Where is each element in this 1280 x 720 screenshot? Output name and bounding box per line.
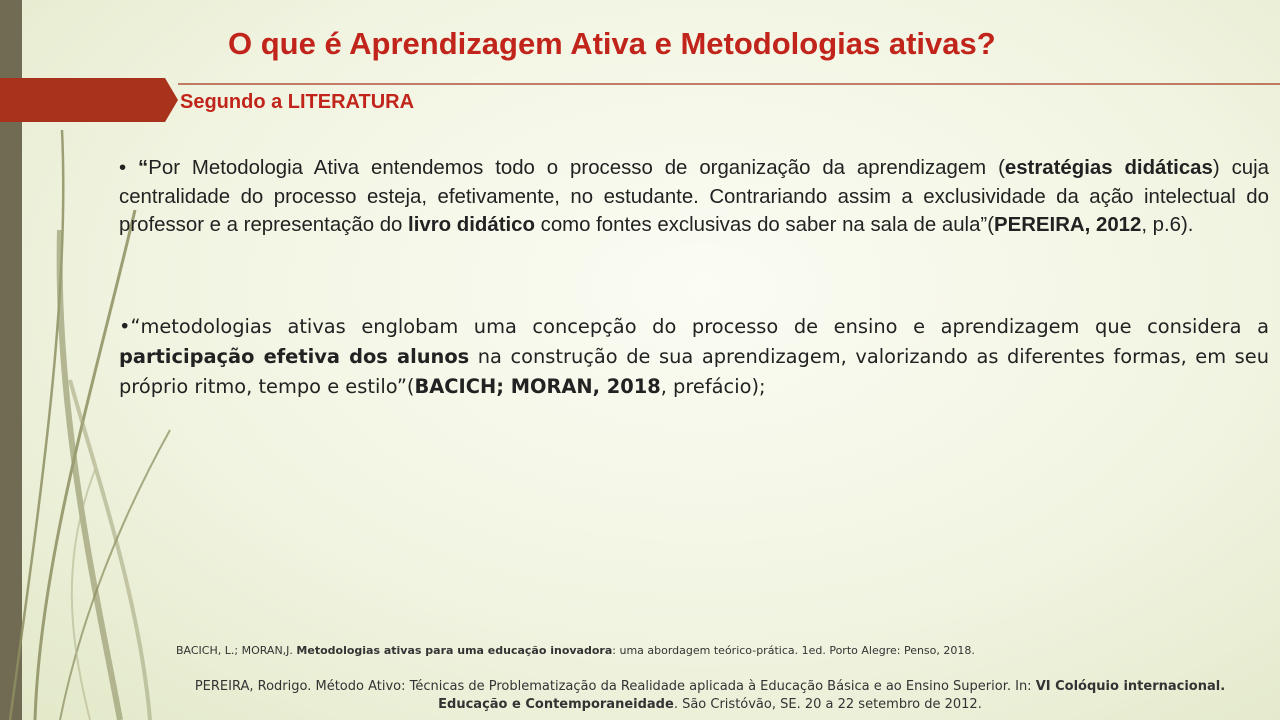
body-text: PEREIRA, Rodrigo. Método Ativo: Técnicas de Problematização da Realidade aplicada à Educação Básica e ao Ensino Superior. In: — [194, 679, 1036, 694]
body-text: . São Cristóvão, SE. 20 a 22 setembro de 2012. — [673, 697, 982, 712]
body-text: Por Metodologia Ativa entendemos todo o processo de organização da aprendizagem ( — [148, 157, 1005, 179]
body-text: ) cuja centralidade do processo esteja, efetivamente, no estudante. Contrariando assim a exclusividade da ação intelectual do professor e a representação do — [119, 157, 1269, 236]
emphasis-text: estratégias didáticas — [1004, 157, 1213, 179]
body-text: , prefácio); — [660, 375, 766, 398]
swirl-line-6 — [72, 470, 95, 720]
slide-subtitle: Segundo a LITERATURA — [180, 91, 415, 113]
slide-title: O que é Aprendizagem Ativa e Metodologias ativas? — [228, 26, 996, 61]
emphasis-text: livro didático — [408, 214, 535, 236]
paragraph-bacich-moran-quote — [119, 312, 1269, 402]
bullet-marker: • — [119, 315, 131, 338]
emphasis-text: PEREIRA, 2012 — [994, 214, 1142, 236]
emphasis-text: Metodologias ativas para uma educação inovadora — [296, 644, 613, 657]
body-text: como fontes exclusivas do saber na sala de aula”( — [534, 214, 994, 236]
body-text: : uma abordagem teórico-prática. 1ed. Porto Alegre: Penso, 2018. — [612, 644, 975, 657]
body-text: na construção de sua aprendizagem, valorizando as diferentes formas, em seu próprio ritmo, tempo e estilo”( — [119, 345, 1269, 398]
emphasis-text: “ — [126, 157, 149, 179]
body-text: , p.6). — [1141, 214, 1194, 236]
swirl-line-2 — [35, 210, 135, 720]
paragraph-pereira-quote — [119, 154, 1269, 240]
body-text: “metodologias ativas englobam uma concepção do processo de ensino e aprendizagem que considera a — [130, 315, 1269, 338]
subtitle-banner — [0, 78, 178, 122]
reference-bacich-moran — [176, 644, 975, 657]
emphasis-text: BACICH; MORAN, 2018 — [414, 375, 661, 398]
body-text: BACICH, L.; MORAN,J. — [176, 644, 297, 657]
bullet-marker: • — [119, 157, 127, 179]
reference-pereira — [170, 678, 1250, 714]
swirl-line-1 — [10, 130, 63, 720]
emphasis-text: VI Colóquio internacional. Educação e Contemporaneidade — [438, 679, 1226, 712]
emphasis-text: participação efetiva dos alunos — [119, 345, 470, 368]
